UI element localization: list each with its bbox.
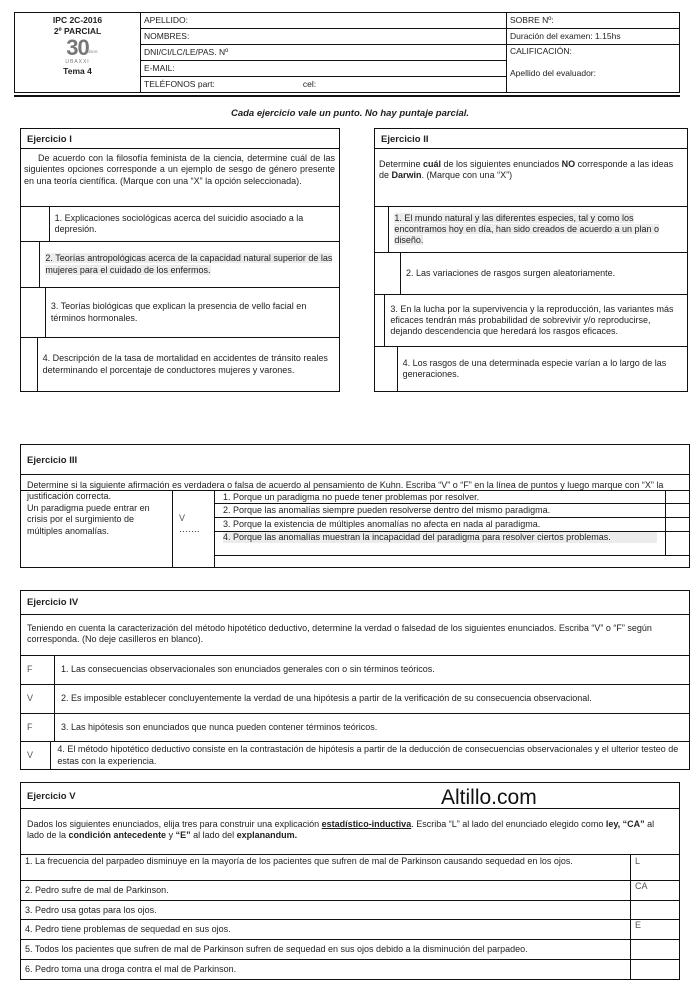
- ex5-row: [21, 855, 679, 881]
- ex2-option-text: 4. Los rasgos de una determinada especie varían a lo largo de las generaciones.: [402, 357, 667, 379]
- ex2-option-row: [375, 347, 687, 391]
- field-evaluador-label: Apellido del evaluador:: [510, 67, 597, 78]
- ex4-row-text: 1. Las consecuencias observacionales son enunciados generales con o sin términos teóricos.: [61, 664, 435, 675]
- ex4-row-text: 4. El método hipotético deductivo consiste en la contrastación de hipótesis a partir de la deducción de consecuencias observacionales y el ulterior testeo de estas con la experiencia.: [57, 744, 679, 766]
- ex1-answer-box[interactable]: [21, 288, 46, 337]
- ubaxxi-logo: [58, 37, 98, 65]
- field-dni[interactable]: [141, 45, 507, 61]
- ex3-dots: …….: [179, 524, 200, 535]
- ex5-mark-box[interactable]: [631, 940, 679, 959]
- ex3-option: 1. Porque un paradigma no puede tener problemas por resolver.: [215, 490, 665, 504]
- ex2-option-text: 1. El mundo natural y las diferentes especies, tal y como los encontramos hoy en día, han sido creados de acuerdo a un plan o diseño.: [394, 212, 660, 246]
- exercise-3-instructions: Determine si la siguiente afirmación es verdadera o falsa de acuerdo al pensamiento de Kuhn. Escriba “V” o “F” en la línea de puntos y luego marque con “X” la justificación correcta.: [27, 480, 664, 502]
- ex2-option-row: [375, 253, 687, 295]
- header-table: [14, 12, 680, 93]
- field-email[interactable]: [141, 61, 507, 77]
- ex2-option-text: 3. En la lucha por la supervivencia y la reproducción, las variantes más eficaces tendrán más probabilidad de sobrevivir y/o reproducirse, dejando descendencia que heredará los rasgos eficaces.: [390, 303, 674, 337]
- exercise-4: [20, 590, 690, 770]
- ex5-mark-box[interactable]: CA: [635, 881, 648, 891]
- ex5-row: [21, 901, 679, 920]
- ex1-option-row: [21, 338, 339, 391]
- ex5-mark-box[interactable]: E: [635, 920, 642, 930]
- ex2-option-text: 2. Las variaciones de rasgos surgen aleatoriamente.: [406, 267, 616, 278]
- logo-number: 30: [66, 35, 89, 61]
- field-dni-label: DNI/CI/LC/LE/PAS. Nº: [144, 47, 229, 58]
- ex3-mark-column: [665, 490, 689, 556]
- ex5-row-text: 2. Pedro sufre de mal de Parkinson.: [21, 881, 631, 900]
- ex1-option-row: [21, 242, 339, 288]
- exercise-1: [20, 128, 340, 392]
- ex2-option-row: [375, 295, 687, 347]
- exercise-5: [20, 782, 680, 980]
- partial-label: 2º PARCIAL: [53, 25, 102, 36]
- ex1-answer-box[interactable]: [21, 242, 40, 287]
- ex5-mark-box[interactable]: [631, 960, 679, 979]
- ex2-answer-box[interactable]: [375, 295, 385, 346]
- field-duracion: [507, 29, 680, 45]
- ex3-answer-cell[interactable]: [173, 490, 215, 568]
- ex4-row: [21, 742, 689, 769]
- ex5-row-text: 1. La frecuencia del parpadeo disminuye en la mayoría de los pacientes que sufren de mal de Parkinson causando sequedad en los ojos.: [21, 855, 631, 880]
- ex3-statement-text: Un paradigma puede entrar en crisis por el surgimiento de múltiples anomalías.: [27, 503, 150, 536]
- watermark: Altillo.com: [441, 786, 537, 809]
- ex1-answer-box[interactable]: [21, 338, 38, 391]
- ex1-option-text: 3. Teorías biológicas que explican la presencia de vello facial en términos hormonales.: [50, 301, 307, 323]
- ex5-row: [21, 920, 679, 940]
- ex5-row: [21, 940, 679, 960]
- ex2-answer-box[interactable]: [375, 347, 398, 391]
- ex3-option: 3. Porque la existencia de múltiples anomalías no afecta en nada al paradigma.: [215, 518, 665, 532]
- ex2-answer-box[interactable]: [375, 207, 389, 252]
- ex3-mark-box[interactable]: [666, 518, 689, 532]
- ex1-option-row: [21, 288, 339, 338]
- exercise-1-title: Ejercicio I: [21, 129, 339, 149]
- field-telefonos[interactable]: [141, 77, 507, 93]
- field-telefonos-label: TELÉFONOS part:: [144, 79, 215, 90]
- ex1-answer-box[interactable]: [21, 207, 50, 241]
- field-apellido-label: APELLIDO:: [144, 15, 188, 26]
- header-id-cell: [15, 13, 141, 93]
- ex1-option-row: [21, 207, 339, 242]
- exercise-2-title: Ejercicio II: [375, 129, 687, 149]
- exercise-5-title: Ejercicio V: [21, 783, 679, 809]
- ex5-row-text: 5. Todos los pacientes que sufren de mal de Parkinson sufren de sequedad en sus ojos debido a la disminución del parpadeo.: [21, 940, 631, 959]
- ex4-row-text: 2. Es imposible establecer concluyentemente la verdad de una hipótesis a partir de la verificación de su consecuencia observacional.: [61, 693, 592, 704]
- ex4-mark-box[interactable]: F: [21, 656, 55, 684]
- logo-anos: AÑOS: [86, 49, 98, 55]
- field-nombres[interactable]: [141, 29, 507, 45]
- ex4-mark-box[interactable]: V: [21, 685, 55, 713]
- ex3-answer: V: [179, 513, 186, 523]
- ex5-row-text: 4. Pedro tiene problemas de sequedad en sus ojos.: [21, 920, 631, 939]
- exercise-4-instructions: Teniendo en cuenta la caracterización del método hipotético deductivo, determine la verdad o falsedad de los siguientes enunciados. Escriba “V” o “F” según corresponda. (No deje casilleros en blanco).: [21, 615, 689, 656]
- field-calificacion-label: CALIFICACIÓN:: [510, 46, 572, 56]
- field-cel-label: cel:: [302, 79, 317, 90]
- exercise-2: [374, 128, 688, 392]
- field-apellido[interactable]: [141, 13, 507, 29]
- exercise-3-title: Ejercicio III: [21, 445, 689, 475]
- ex3-statement: [21, 490, 173, 568]
- field-calificacion[interactable]: [507, 45, 680, 93]
- exercise-5-instructions: Dados los siguientes enunciados, elija tres para construir una explicación estadístico-inductiva. Escriba “L” al lado del enunciado elegido como ley, “CA” al lado de la condición antecedente y “E” al lado del explanandum.: [21, 809, 679, 855]
- ex1-option-text: 1. Explicaciones sociológicas acerca del suicidio asociado a la depresión.: [54, 212, 304, 234]
- ex4-row: [21, 714, 689, 742]
- ex2-option-row: [375, 207, 687, 253]
- ex2-answer-box[interactable]: [375, 253, 401, 294]
- ex3-option: 4. Porque las anomalías muestran la incapacidad del paradigma para resolver ciertos problemas.: [223, 532, 657, 543]
- exercise-2-instructions: Determine cuál de los siguientes enunciados NO corresponde a las ideas de Darwin. (Marque con una “X”): [375, 149, 687, 207]
- exercise-1-instructions: De acuerdo con la filosofía feminista de la ciencia, determine cuál de las siguientes opciones corresponde a un ejemplo de sesgo de género presente en una teoría científica. (Marque con una “X” la opción seleccionada).: [21, 149, 339, 207]
- ex5-mark-box[interactable]: L: [635, 856, 641, 866]
- field-email-label: E-MAIL:: [144, 63, 175, 74]
- notice: Cada ejercicio vale un punto. No hay puntaje parcial.: [230, 108, 470, 119]
- ex4-row: [21, 656, 689, 685]
- exercise-3: [20, 444, 690, 568]
- ex5-row-text: 3. Pedro usa gotas para los ojos.: [21, 901, 631, 919]
- field-sobre[interactable]: [507, 13, 680, 29]
- ex3-mark-box[interactable]: [666, 532, 689, 556]
- field-nombres-label: NOMBRES:: [144, 31, 190, 42]
- ex1-option-text: 4. Descripción de la tasa de mortalidad en accidentes de tránsito reales determinando el porcentaje de conductores mujeres y varones.: [42, 353, 328, 375]
- ex4-mark-box[interactable]: F: [21, 714, 55, 741]
- ex5-row: [21, 960, 679, 979]
- field-sobre-label: SOBRE Nº:: [510, 15, 554, 26]
- ex4-mark-box[interactable]: V: [21, 742, 51, 769]
- course-label: IPC 2C-2016: [52, 15, 103, 25]
- ex3-mark-box[interactable]: [666, 490, 689, 504]
- ex4-row-text: 3. Las hipótesis son enunciados que nunca pueden contener términos teóricos.: [61, 721, 378, 732]
- ex3-option: 2. Porque las anomalías siempre pueden resolverse dentro del mismo paradigma.: [215, 504, 665, 518]
- ex5-mark-box[interactable]: [631, 901, 679, 919]
- ex3-options: [215, 490, 665, 568]
- logo-name: UBAXXI: [65, 59, 90, 66]
- header-divider: [14, 95, 680, 97]
- field-duracion-label: Duración del examen: 1.15hs: [510, 31, 621, 42]
- ex5-row: [21, 881, 679, 901]
- ex5-row-text: 6. Pedro toma una droga contra el mal de Parkinson.: [21, 960, 631, 979]
- ex4-row: [21, 685, 689, 714]
- ex3-mark-box[interactable]: [666, 504, 689, 518]
- exercise-4-title: Ejercicio IV: [21, 591, 689, 615]
- ex1-option-text: 2. Teorías antropológicas acerca de la capacidad natural superior de las mujeres para el cuidado de los enfermos.: [45, 253, 333, 275]
- tema-label: Tema 4: [63, 66, 92, 77]
